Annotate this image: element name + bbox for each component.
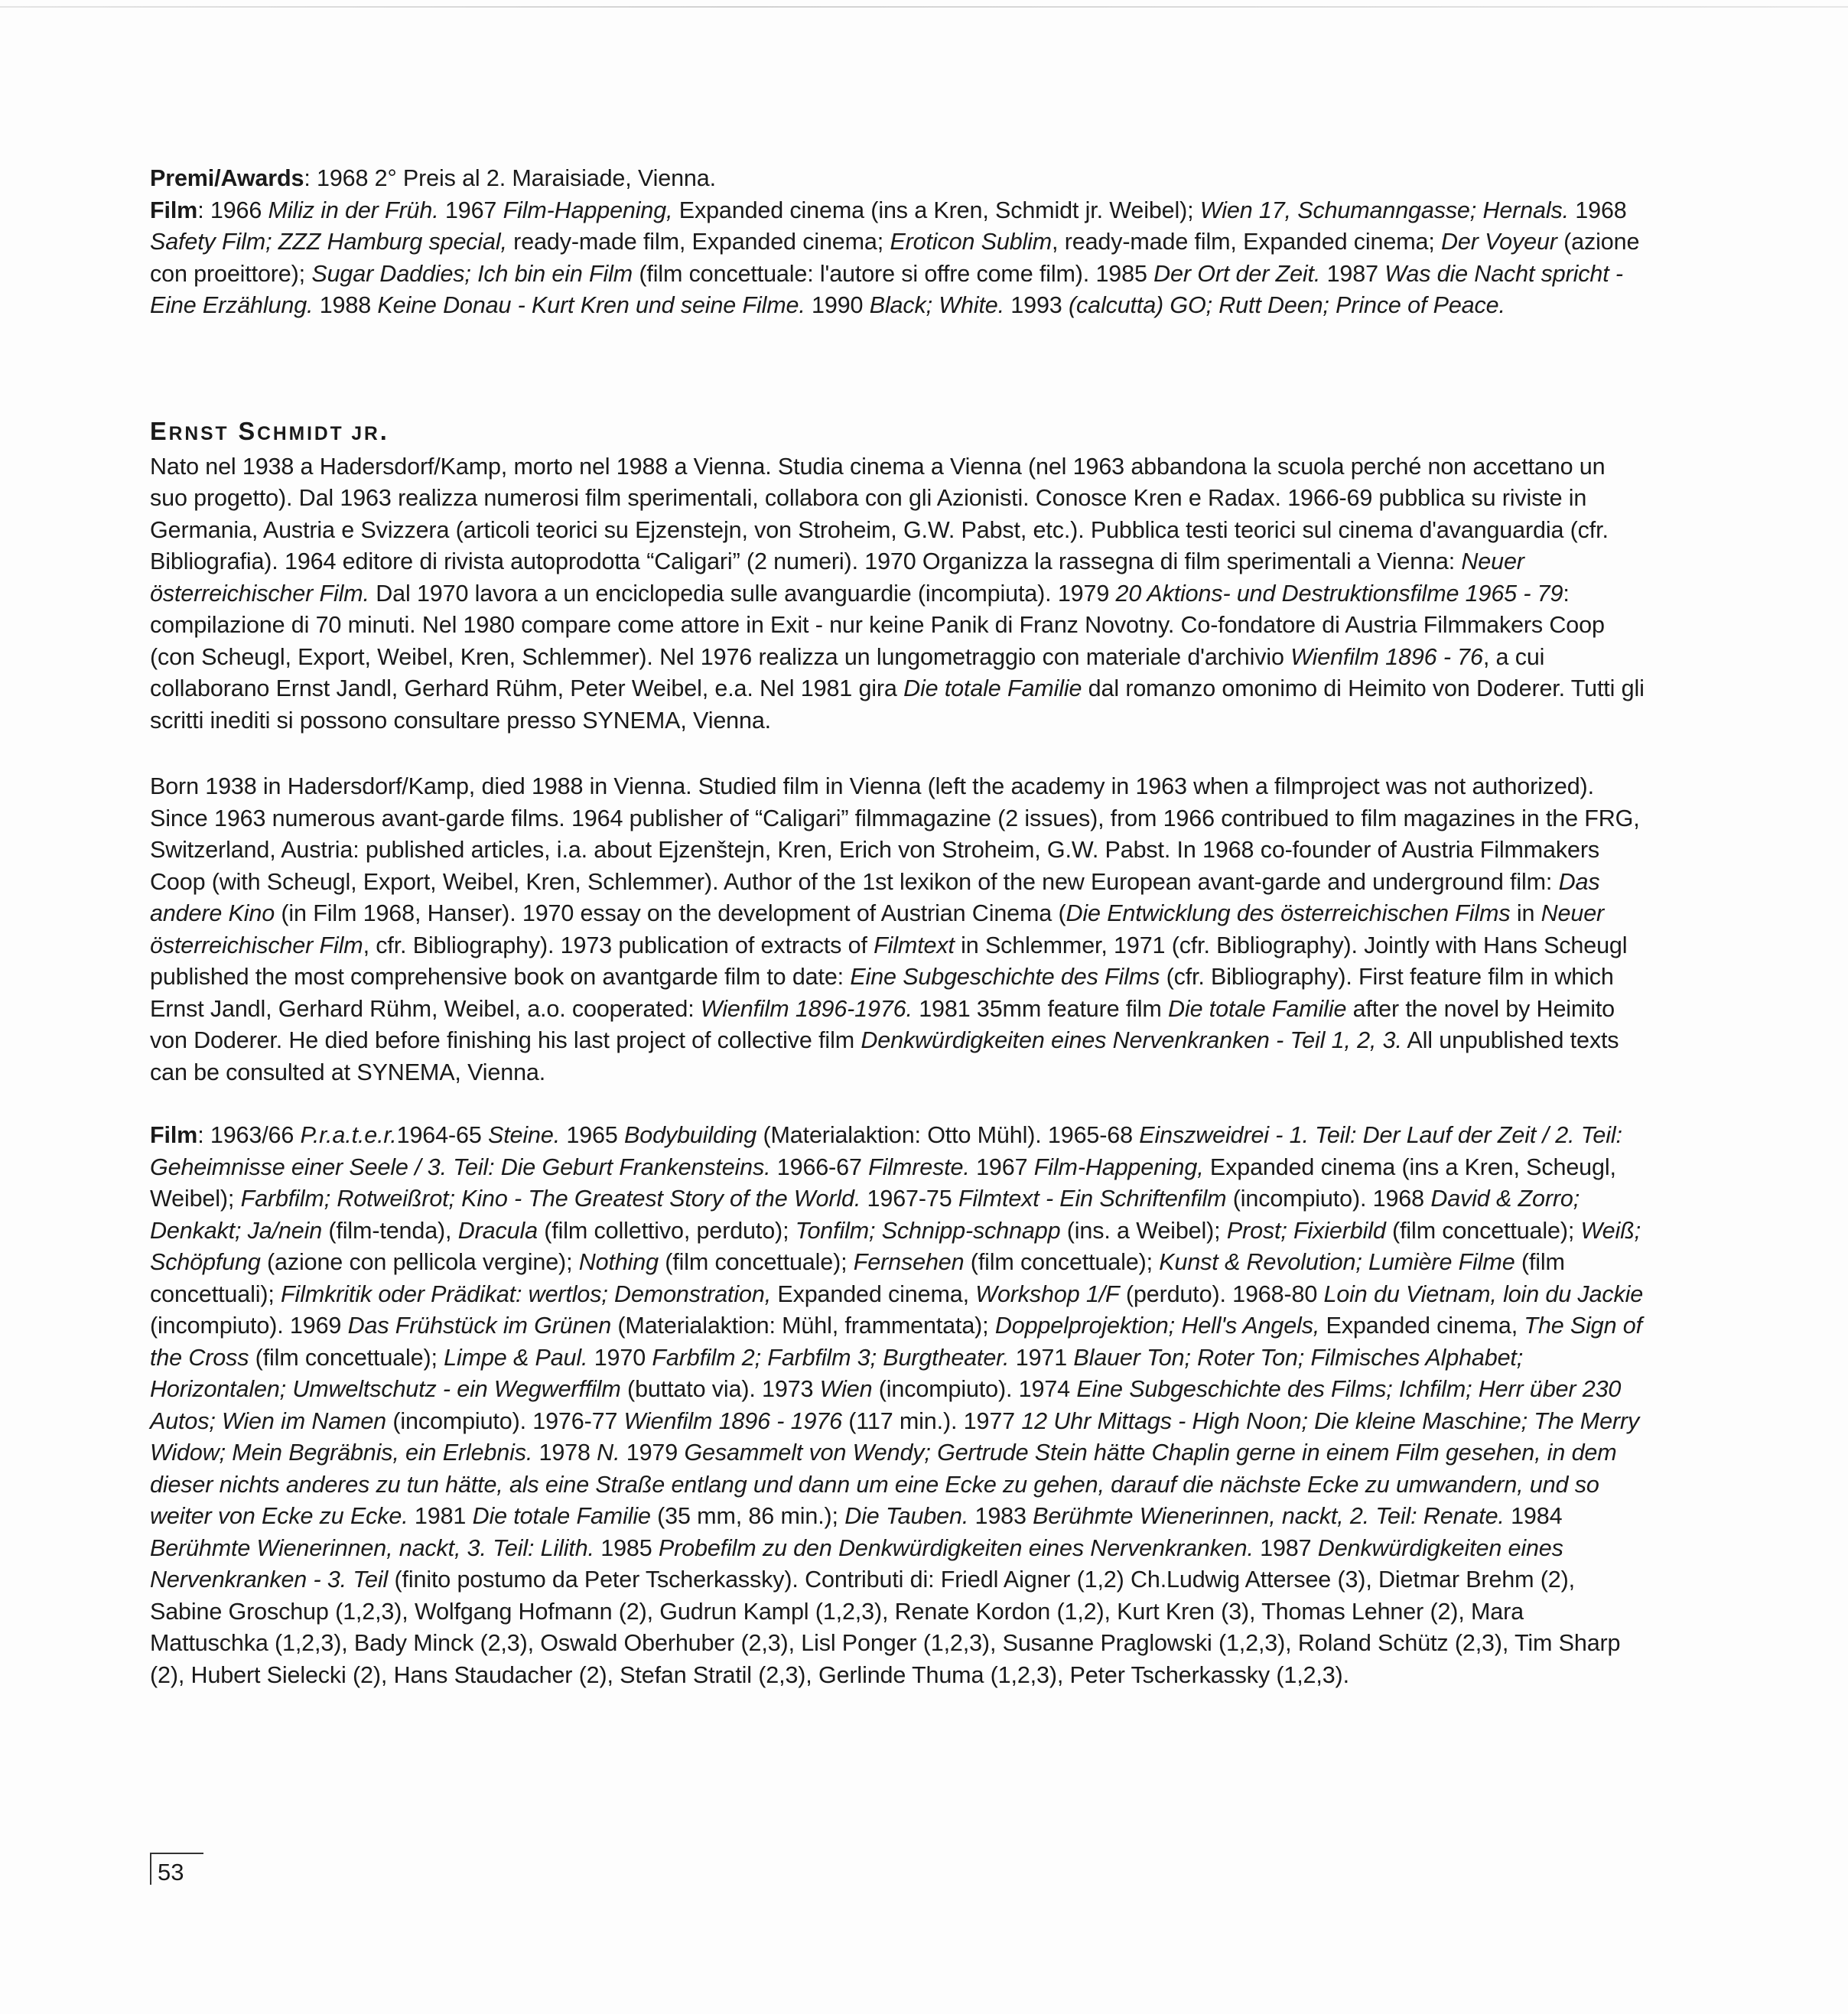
text-run: (azione con proeittore);	[150, 228, 1640, 287]
text-run: Filmtext - Ein Schriftenfilm	[958, 1185, 1227, 1212]
text-run: 1965	[560, 1121, 625, 1148]
awards-paragraph	[150, 162, 1645, 321]
text-run: Doppelprojektion; Hell's Angels,	[994, 1312, 1320, 1339]
text-run: 1970	[587, 1343, 652, 1371]
text-run: N.	[597, 1439, 620, 1466]
text-run: Wien	[819, 1375, 873, 1402]
text-run: Eroticon Sublim	[890, 228, 1053, 255]
text-run: Eine Subgeschichte des Films; Ichfilm; Herr über 230 Autos; Wien im Namen	[150, 1375, 1622, 1434]
text-run: Nothing	[578, 1248, 659, 1275]
text-run: (Materialaktion: Otto Mühl). 1965-68	[756, 1121, 1140, 1148]
text-run: Expanded cinema (ins a Kren, Scheugl, Weibel);	[150, 1153, 1616, 1212]
text-run: Wienfilm 1896-1976.	[700, 994, 913, 1022]
text-run: Der Voyeur	[1440, 228, 1557, 255]
text-run: (film-tenda),	[322, 1216, 458, 1244]
text-run: Filmkritik oder Prädikat: wertlos; Demonstration,	[281, 1280, 772, 1307]
text-run: (film concettuale);	[964, 1248, 1160, 1275]
text-run: Blauer Ton; Roter Ton; Filmisches Alphabet; Horizontalen; Umweltschutz - ein Wegwerffilm	[150, 1343, 1524, 1402]
text-run: 1971	[1009, 1343, 1074, 1371]
text-run: Prost; Fixierbild	[1226, 1216, 1386, 1244]
text-run: The Sign of the Cross	[150, 1312, 1642, 1371]
text-run: (cfr. Bibliography). First feature film in which Ernst Jandl, Gerhard Rühm, Weibel, a.o. cooperated:	[150, 963, 1614, 1022]
text-run: 1979	[620, 1439, 685, 1466]
text-run: Sugar Daddies; Ich bin ein Film	[311, 259, 633, 287]
text-run: Wienfilm 1896 - 76	[1290, 643, 1483, 670]
awards-text: : 1968 2° Preis al 2. Maraisiade, Vienna.	[304, 164, 716, 191]
text-run: Farbfilm; Rotweißrot; Kino - The Greatest Story of the World.	[240, 1185, 861, 1212]
text-run: dal romanzo omonimo di Heimito von Doderer. Tutti gli scritti inediti si possono consultare presso SYNEMA, Vienna.	[150, 675, 1645, 734]
text-run: (incompiuto). 1969	[150, 1312, 348, 1339]
text-run: 1981 35mm feature film	[912, 994, 1169, 1022]
text-run: All unpublished texts can be consulted at SYNEMA, Vienna.	[150, 1027, 1619, 1085]
text-run: (film concettuale);	[249, 1343, 444, 1371]
text-run: 1990	[805, 291, 870, 318]
text-run: Dracula	[457, 1216, 538, 1244]
text-run: (buttato via). 1973	[620, 1375, 820, 1402]
text-run: Miliz in der Früh.	[268, 196, 439, 223]
text-run: 1987	[1253, 1534, 1318, 1561]
film-label-1: Film	[150, 196, 198, 223]
text-run: 1984	[1504, 1502, 1563, 1529]
text-run: Das andere Kino	[150, 867, 1600, 926]
text-run: Tonfilm; Schnipp-schnapp	[795, 1216, 1061, 1244]
text-run: Weiß; Schöpfung	[150, 1216, 1641, 1275]
text-run: Der Ort der Zeit.	[1153, 259, 1321, 287]
text-run: Eine Subgeschichte des Films	[850, 963, 1160, 990]
text-run: Dal 1970 lavora a un enciclopedia sulle avanguardie (incompiuta). 1979	[369, 579, 1116, 607]
page-number: 53	[150, 1853, 203, 1885]
text-run: Filmtext	[874, 931, 955, 958]
text-run: (film concettuale);	[658, 1248, 854, 1275]
text-run: Die Tauben.	[844, 1502, 969, 1529]
biography-english	[150, 770, 1645, 1088]
text-run: (film concettuale: l'autore si offre come film). 1985	[633, 259, 1154, 287]
text-run: (film concettuale);	[1385, 1216, 1581, 1244]
text-run: (film collettivo, perduto);	[537, 1216, 795, 1244]
text-run: Filmreste.	[868, 1153, 970, 1180]
text-run: Keine Donau - Kurt Kren und seine Filme.	[377, 291, 805, 318]
text-run: Safety Film; ZZZ Hamburg special,	[150, 228, 507, 255]
text-run: Neuer österreichischer Film	[150, 900, 1605, 958]
text-run: after the novel by Heimito von Doderer. He died before finishing his last project of collective film	[150, 994, 1615, 1053]
text-run: 12 Uhr Mittags - High Noon; Die kleine Maschine; The Merry Widow; Mein Begräbnis, ein Erlebnis.	[150, 1407, 1640, 1466]
text-run: 1993	[1004, 291, 1069, 318]
text-run: Die totale Familie	[472, 1502, 651, 1529]
film-label-2: Film	[150, 1121, 198, 1148]
text-run: Bodybuilding	[624, 1121, 757, 1148]
text-run: Loin du Vietnam, loin du Jackie	[1323, 1280, 1644, 1307]
text-run: 1981	[408, 1502, 473, 1529]
text-run: : 1966	[197, 196, 268, 223]
text-run: , ready-made film, Expanded cinema;	[1052, 228, 1441, 255]
text-run: (Materialaktion: Mühl, frammentata);	[611, 1312, 995, 1339]
text-run: (perduto). 1968-80	[1119, 1280, 1324, 1307]
text-run: Expanded cinema,	[1319, 1312, 1524, 1339]
text-run: Einszweidrei - 1. Teil: Der Lauf der Zeit / 2. Teil: Geheimnisse einer Seele / 3. Teil: Die Geburt Frankensteins.	[150, 1121, 1622, 1180]
text-run: 1988	[313, 291, 378, 318]
text-run: (azione con pellicola vergine);	[260, 1248, 579, 1275]
film-list-2	[150, 1121, 1643, 1688]
text-run: Gesammelt von Wendy; Gertrude Stein hätte Chaplin gerne in einem Film gesehen, in dem dieser nichts anderes zu tun hätte, als eine Straße entlang und dann um eine Ecke zu gehen, darauf die nächste Ecke zu umwandern, und so weiter von Ecke zu Ecke.	[150, 1439, 1617, 1529]
awards-label: Premi/Awards	[150, 164, 304, 191]
text-run: (incompiuto). 1974	[872, 1375, 1077, 1402]
text-run: Fernsehen	[853, 1248, 965, 1275]
text-run: 1966-67	[770, 1153, 869, 1180]
text-run: 20 Aktions- und Destruktionsfilme 1965 - 79	[1115, 579, 1563, 607]
text-run: 1967-75	[861, 1185, 958, 1212]
text-run: 1985	[594, 1534, 659, 1561]
text-run: Black; White.	[869, 291, 1004, 318]
top-rule	[0, 6, 1848, 8]
artist-name-heading: ERNST SCHMIDT JR.	[150, 417, 389, 445]
text-run: : compilazione di 70 minuti. Nel 1980 compare come attore in Exit - nur keine Panik di Franz Novotny. Co-fondatore di Austria Filmmakers Coop (con Scheugl, Export, Weibel, Kren, Schlemmer). Nel 1976 realizza un lungometraggio con materiale d'archivio	[150, 579, 1605, 670]
text-run: Berühmte Wienerinnen, nackt, 2. Teil: Renate.	[1033, 1502, 1505, 1529]
text-run: 1978	[532, 1439, 597, 1466]
film-list-1	[150, 197, 1639, 319]
text-run: Kunst & Revolution; Lumière Filme	[1159, 1248, 1515, 1275]
bio-english-text	[150, 773, 1640, 1085]
text-run: 1964-65	[396, 1121, 489, 1148]
text-run: in	[1510, 900, 1541, 926]
text-run: Denkwürdigkeiten eines Nervenkranken - Teil 1, 2, 3.	[861, 1027, 1402, 1053]
text-run: Farbfilm 2; Farbfilm 3; Burgtheater.	[652, 1343, 1010, 1371]
text-run: (ins. a Weibel);	[1060, 1216, 1227, 1244]
biography-italian	[150, 415, 1645, 736]
text-run: 1968	[1568, 196, 1627, 223]
text-run: , a cui collaborano Ernst Jandl, Gerhard Rühm, Peter Weibel, e.a. Nel 1981 gira	[150, 643, 1545, 701]
text-run: Film-Happening,	[503, 196, 673, 223]
text-run: Probefilm zu den Denkwürdigkeiten eines Nervenkranken.	[658, 1534, 1254, 1561]
text-run: (incompiuto). 1976-77	[386, 1407, 624, 1434]
text-run: (film concettuali);	[150, 1248, 1565, 1307]
text-run: Born 1938 in Hadersdorf/Kamp, died 1988 in Vienna. Studied film in Vienna (left the academy in 1963 when a filmproject was not authorized). Since 1963 numerous avant-garde films. 1964 publisher of “Caligari” filmmagazine (2 issues), from 1966 contribued to film magazines in the FRG, Switzerland, Austria: published articles, i.a. about Ejzenštejn, Kren, Erich von Stroheim, G.W. Pabst. In 1968 co-founder of Austria Filmmakers Coop (with Scheugl, Export, Weibel, Kren, Schlemmer). Author of the 1st lexikon of the new European avant-garde and underground film:	[150, 773, 1640, 895]
text-run: : 1963/66	[197, 1121, 301, 1148]
text-run: (35 mm, 86 min.);	[650, 1502, 845, 1529]
text-run: Denkwürdigkeiten eines Nervenkranken - 3. Teil	[150, 1534, 1563, 1593]
bio-italian-text	[150, 453, 1645, 734]
text-run: David & Zorro; Denkakt; Ja/nein	[150, 1185, 1580, 1244]
text-run: Nato nel 1938 a Hadersdorf/Kamp, morto nel 1988 a Vienna. Studia cinema a Vienna (nel 1963 abbandona la scuola perché non accettano un suo progetto). Dal 1963 realizza numerosi film sperimentali, collabora con gli Azionisti. Conosce Kren e Radax. 1966-69 pubblica su riviste in Germania, Austria e Svizzera (articoli teorici su Ejzenstejn, von Stroheim, G.W. Pabst, etc.). Pubblica testi teorici sul cinema d'avanguardia (cfr. Bibliografia). 1964 editore di rivista autoprodotta “Caligari” (2 numeri). 1970 Organizza la rassegna di film sperimentali a Vienna:	[150, 452, 1609, 574]
text-run: Neuer österreichischer Film.	[150, 548, 1524, 607]
text-run: , cfr. Bibliography). 1973 publication of extracts of	[363, 931, 874, 958]
text-run: (117 min.). 1977	[841, 1407, 1022, 1434]
text-run: 1967	[969, 1153, 1034, 1180]
text-run: Die Entwicklung des österreichischen Films	[1066, 900, 1511, 926]
text-run: Die totale Familie	[903, 675, 1082, 701]
text-run: Das Frühstück im Grünen	[347, 1312, 612, 1339]
text-run: Wien 17, Schumanngasse; Hernals.	[1199, 196, 1569, 223]
text-run: Workshop 1/F	[975, 1280, 1120, 1307]
text-run: (calcutta) GO; Rutt Deen; Prince of Peace.	[1068, 291, 1505, 318]
text-run: Die totale Familie	[1168, 994, 1347, 1022]
text-run: 1987	[1320, 259, 1385, 287]
text-run: Was die Nacht spricht - Eine Erzählung.	[150, 259, 1623, 318]
text-run: P.r.a.t.e.r.	[300, 1121, 397, 1148]
text-run: Expanded cinema (ins a Kren, Schmidt jr. Weibel);	[672, 196, 1200, 223]
text-run: Film-Happening,	[1033, 1153, 1204, 1180]
filmography-paragraph	[150, 1119, 1645, 1690]
text-run: Berühmte Wienerinnen, nackt, 3. Teil: Lilith.	[150, 1534, 594, 1561]
text-run: 1983	[968, 1502, 1033, 1529]
text-run: (finito postumo da Peter Tscherkassky). Contributi di: Friedl Aigner (1,2) Ch.Ludwig Attersee (3), Dietmar Brehm (2), Sabine Groschup (1,2,3), Wolfgang Hofmann (2), Gudrun Kampl (1,2,3), Renate Kordon (1,2), Kurt Kren (3), Thomas Lehner (2), Mara Mattuschka (1,2,3), Bady Minck (2,3), Oswald Oberhuber (2,3), Lisl Ponger (1,2,3), Susanne Praglowski (1,2,3), Roland Schütz (2,3), Tim Sharp (2), Hubert Sielecki (2), Hans Staudacher (2), Stefan Stratil (2,3), Gerlinde Thuma (1,2,3), Peter Tscherkassky (1,2,3).	[150, 1566, 1621, 1688]
text-run: (in Film 1968, Hanser). 1970 essay on the development of Austrian Cinema (	[275, 900, 1066, 926]
text-run: in Schlemmer, 1971 (cfr. Bibliography). Jointly with Hans Scheugl published the most comprehensive book on avantgarde film to date:	[150, 931, 1628, 990]
text-run: Expanded cinema,	[771, 1280, 976, 1307]
text-run: 1967	[438, 196, 503, 223]
text-run: ready-made film, Expanded cinema;	[506, 228, 890, 255]
text-run: Steine.	[488, 1121, 561, 1148]
text-run: (incompiuto). 1968	[1226, 1185, 1431, 1212]
text-run: Wienfilm 1896 - 1976	[623, 1407, 842, 1434]
text-run: Limpe & Paul.	[444, 1343, 588, 1371]
